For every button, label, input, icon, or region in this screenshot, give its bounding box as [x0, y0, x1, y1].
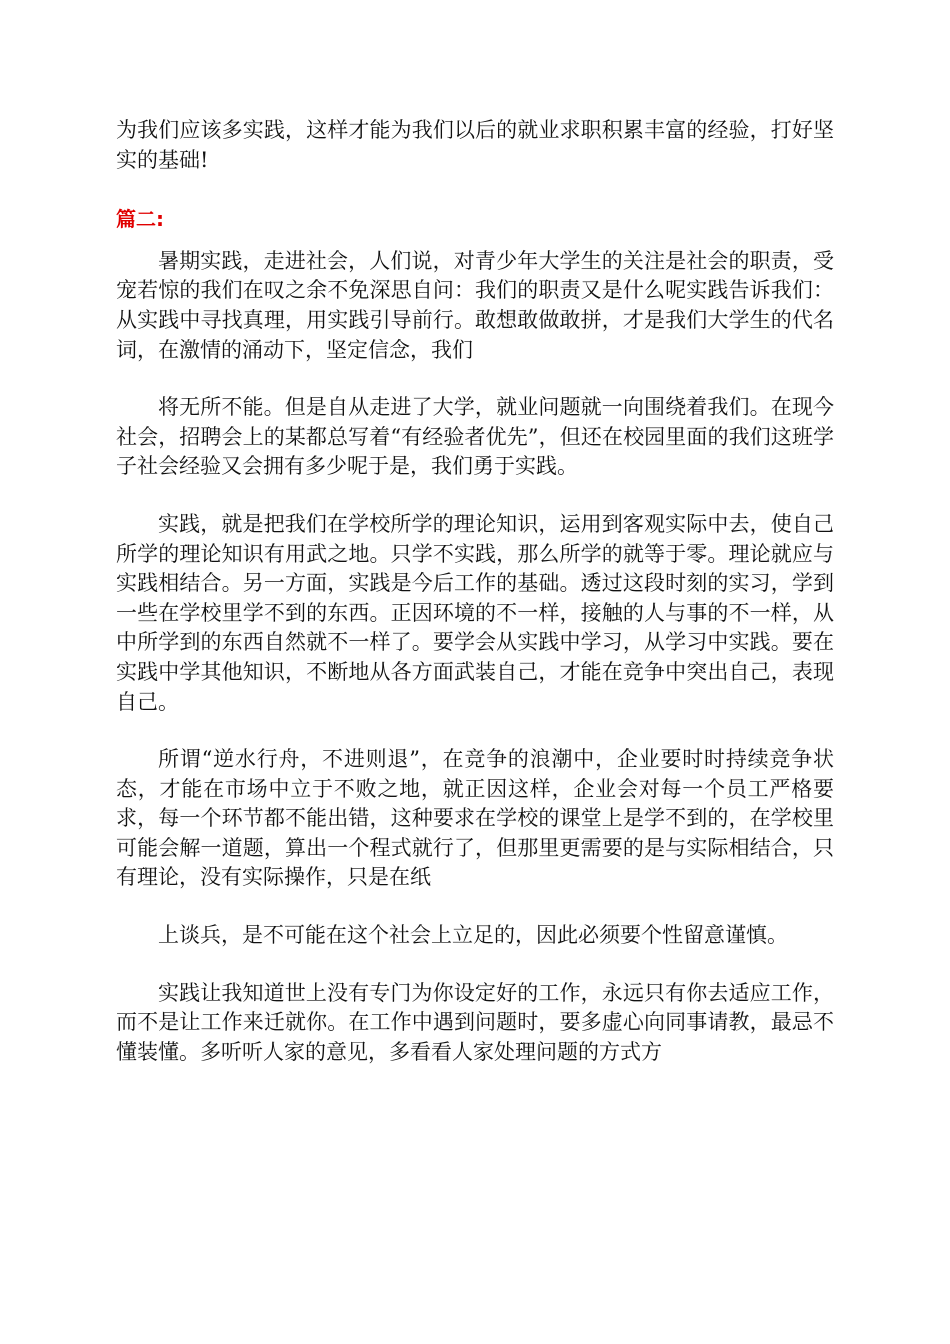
- paragraph: 将无所不能。但是自从走进了大学，就业问题就一向围绕着我们。在现今社会，招聘会上的某都总写着“有经验者优先”，但还在校园里面的我们这班学子社会经验又会拥有多少呢于是，我们勇于实践。: [116, 395, 834, 479]
- paragraph-continuation: 为我们应该多实践，这样才能为我们以后的就业求职积累丰富的经验，打好坚实的基础!: [116, 118, 834, 172]
- paragraph: 实践让我知道世上没有专门为你设定好的工作，永远只有你去适应工作，而不是让工作来迁就你。在工作中遇到问题时，要多虚心向同事请教，最忌不懂装懂。多听听人家的意见，多看看人家处理问题的方式方: [116, 980, 834, 1064]
- section-heading: 篇二:: [116, 207, 164, 232]
- paragraph: 上谈兵，是不可能在这个社会上立足的，因此必须要个性留意谨慎。: [158, 923, 788, 948]
- paragraph: 暑期实践，走进社会，人们说，对青少年大学生的关注是社会的职责，受宠若惊的我们在叹之余不免深思自问：我们的职责又是什么呢实践告诉我们：从实践中寻找真理，用实践引导前行。敢想敢做敢拼，才是我们大学生的代名词，在激情的涌动下，坚定信念，我们: [116, 248, 834, 362]
- paragraph: 所谓“逆水行舟，不进则退”，在竞争的浪潮中，企业要时时持续竞争状态，才能在市场中立于不败之地，就正因这样，企业会对每一个员工严格要求，每一个环节都不能出错，这种要求在学校的课堂上是学不到的，在学校里可能会解一道题，算出一个程式就行了，但那里更需要的是与实际相结合，只有理论，没有实际操作，只是在纸: [116, 747, 834, 890]
- paragraph: 实践，就是把我们在学校所学的理论知识，运用到客观实际中去，使自己所学的理论知识有用武之地。只学不实践，那么所学的就等于零。理论就应与实践相结合。另一方面，实践是今后工作的基础。透过这段时刻的实习，学到一些在学校里学不到的东西。正因环境的不一样，接触的人与事的不一样，从中所学到的东西自然就不一样了。要学会从实践中学习，从学习中实践。要在实践中学其他知识，不断地从各方面武装自己，才能在竞争中突出自己，表现自己。: [116, 511, 834, 714]
- document-body: [116, 116, 834, 1067]
